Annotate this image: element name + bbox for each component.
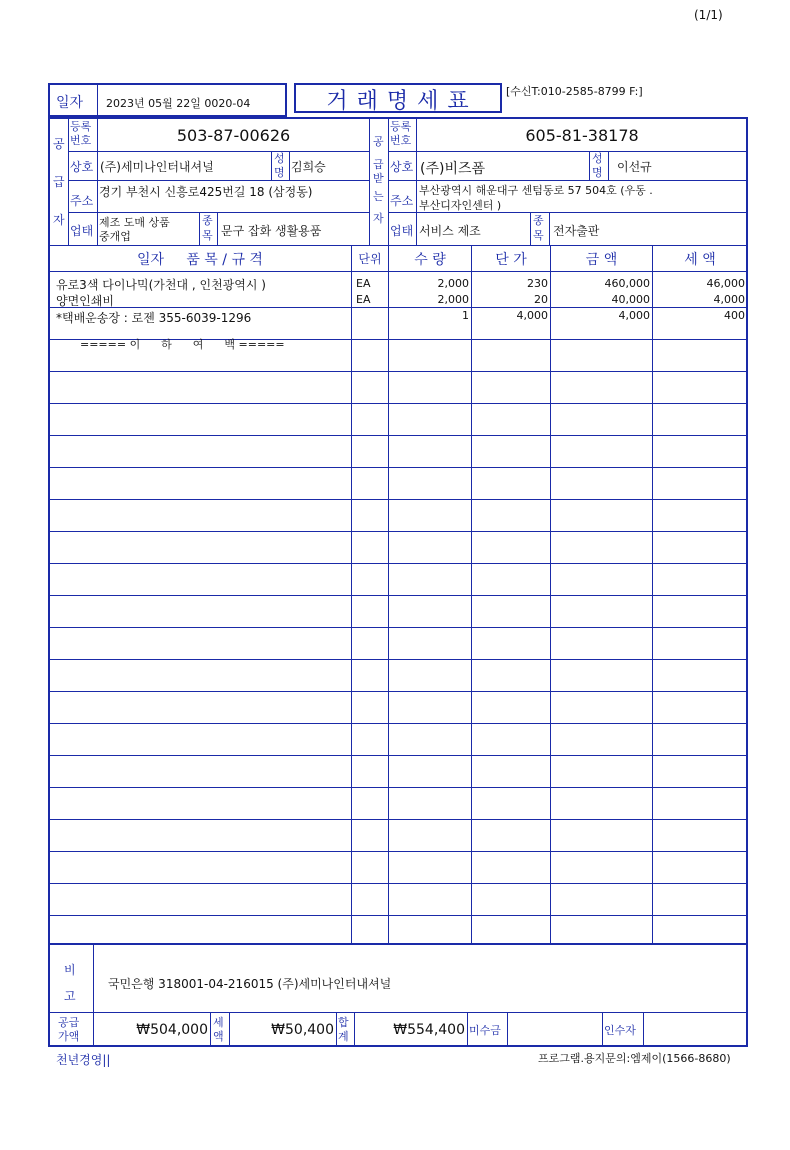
row-divider — [49, 819, 747, 820]
remarks-text: 국민은행 318001-04-216015 (주)세미나인터내셔널 — [108, 977, 392, 991]
receiver-address-label: 주소 — [390, 194, 414, 208]
unpaid-label: 미수금 — [469, 1024, 501, 1037]
receiver-reg-no: 605-81-38178 — [525, 126, 639, 145]
supplier-biz-item-label-1: 종 — [202, 214, 213, 227]
receiver-address-1: 부산광역시 해운대구 센텀동로 57 504호 (우동 . — [419, 184, 653, 197]
page-counter: (1/1) — [694, 8, 723, 22]
row-divider — [49, 435, 747, 436]
receiver-side-label-2: 급 — [373, 158, 384, 171]
supplier-company: (주)세미나인터내셔널 — [100, 160, 214, 174]
receiver-company-label: 상호 — [390, 160, 414, 174]
supplier-biz-type-2: 중개업 — [99, 230, 131, 243]
item-price: 20 — [534, 293, 548, 306]
receiver-name: 이선규 — [617, 160, 652, 174]
receiver-address-2: 부산디자인센터 ) — [419, 199, 502, 212]
row-divider — [49, 467, 747, 468]
col-header-qty: 수 량 — [414, 252, 446, 268]
receiver-biz-item-label-2: 목 — [533, 229, 544, 242]
document-title: 거 래 명 세 표 — [326, 89, 470, 114]
item-name: 유로3색 다이나믹(가천대 , 인천광역시 ) — [56, 278, 266, 292]
item-qty: 2,000 — [437, 277, 469, 290]
row-divider — [49, 531, 747, 532]
tax-label-2: 액 — [213, 1030, 224, 1043]
end-marker: ===== 이 하 여 백 ===== — [80, 338, 285, 351]
supplier-company-label: 상호 — [70, 160, 94, 174]
receiver-reg-label-1: 등록 — [390, 120, 412, 133]
row-divider — [49, 883, 747, 884]
item-amount: 460,000 — [604, 277, 650, 290]
receiver-biz-item-label-1: 종 — [533, 214, 544, 227]
receiver-biz-type-label: 업태 — [390, 224, 414, 238]
receiver-sign-label: 인수자 — [604, 1024, 636, 1037]
tax-label-1: 세 — [213, 1016, 224, 1029]
supply-value: ₩504,000 — [136, 1022, 208, 1038]
receiver-biz-item: 전자출판 — [553, 224, 600, 238]
receiver-company: (주)비즈폼 — [420, 161, 486, 177]
receiver-reg-label-2: 번호 — [390, 134, 412, 147]
item-tax: 4,000 — [713, 293, 745, 306]
row-divider — [49, 627, 747, 628]
item-amount: 4,000 — [618, 309, 650, 322]
receiver-side-label-1: 공 — [373, 135, 384, 148]
remarks-label-2: 고 — [64, 989, 76, 1003]
item-name: 양면인쇄비 — [56, 294, 114, 308]
item-qty: 2,000 — [437, 293, 469, 306]
col-header-tax: 세 액 — [684, 252, 716, 268]
row-divider — [49, 563, 747, 564]
item-tax: 46,000 — [706, 277, 745, 290]
supplier-biz-item-label-2: 목 — [202, 229, 213, 242]
total-label-1: 합 — [338, 1016, 349, 1029]
supplier-name-label-2: 명 — [274, 166, 285, 179]
row-divider — [49, 915, 747, 916]
date-label: 일자 — [56, 95, 84, 111]
col-header-amount: 금 액 — [585, 252, 618, 268]
footer-left: 천년경영|| — [56, 1053, 111, 1067]
item-unit: EA — [356, 277, 371, 290]
item-qty: 1 — [462, 309, 469, 322]
supplier-reg-no: 503-87-00626 — [176, 126, 291, 145]
supplier-side-label-3: 자 — [53, 213, 65, 227]
tax-value: ₩50,400 — [271, 1022, 334, 1038]
total-value: ₩554,400 — [393, 1022, 465, 1038]
supply-label-2: 가액 — [58, 1030, 80, 1043]
row-divider — [49, 371, 747, 372]
item-unit: EA — [356, 293, 371, 306]
row-divider — [49, 787, 747, 788]
supplier-side-label-1: 공 — [53, 137, 65, 151]
supplier-name-label-1: 성 — [274, 152, 285, 165]
row-divider — [49, 723, 747, 724]
supplier-reg-label-2: 번호 — [70, 134, 92, 147]
receiver-side-label-3: 받 — [373, 172, 384, 185]
item-amount: 40,000 — [611, 293, 650, 306]
row-divider — [49, 755, 747, 756]
total-label-2: 계 — [338, 1030, 349, 1043]
col-header-item: 일자 품 목 / 규 격 — [137, 252, 263, 268]
footer-right: 프로그램.용지문의:엠제이(1566-8680) — [538, 1052, 731, 1065]
row-divider — [49, 851, 747, 852]
row-divider — [49, 499, 747, 500]
supplier-biz-type-1: 제조 도매 상품 — [99, 216, 170, 229]
receiver-biz-type: 서비스 제조 — [419, 224, 481, 238]
receiver-name-label-2: 명 — [592, 166, 603, 179]
supplier-address-label: 주소 — [70, 194, 94, 208]
item-price: 230 — [527, 277, 548, 290]
remarks-label-1: 비 — [64, 963, 76, 977]
row-divider — [49, 691, 747, 692]
item-name: *택배운송장 : 로젠 355-6039-1296 — [56, 311, 252, 325]
supplier-reg-label-1: 등록 — [70, 120, 92, 133]
col-header-unit: 단위 — [358, 252, 382, 266]
item-tax: 400 — [724, 309, 745, 322]
item-price: 4,000 — [516, 309, 548, 322]
supplier-biz-type-label: 업태 — [70, 224, 94, 238]
receiver-side-label-4: 는 — [373, 190, 384, 203]
supplier-name: 김희승 — [291, 160, 326, 174]
col-header-price: 단 가 — [495, 252, 527, 268]
row-divider — [49, 595, 747, 596]
supply-label-1: 공급 — [58, 1016, 80, 1029]
receiver-name-label-1: 성 — [592, 152, 603, 165]
row-divider — [49, 403, 747, 404]
supplier-biz-item: 문구 잡화 생활용품 — [221, 224, 322, 238]
supplier-side-label-2: 급 — [53, 175, 65, 189]
receiver-side-label-5: 자 — [373, 212, 384, 225]
row-divider — [49, 659, 747, 660]
supplier-address: 경기 부천시 신흥로425번길 18 (삼정동) — [99, 185, 313, 199]
date-value: 2023년 05월 22일 0020-04 — [106, 97, 251, 110]
receiver-contact: [수신T:010-2585-8799 F:] — [506, 85, 643, 98]
